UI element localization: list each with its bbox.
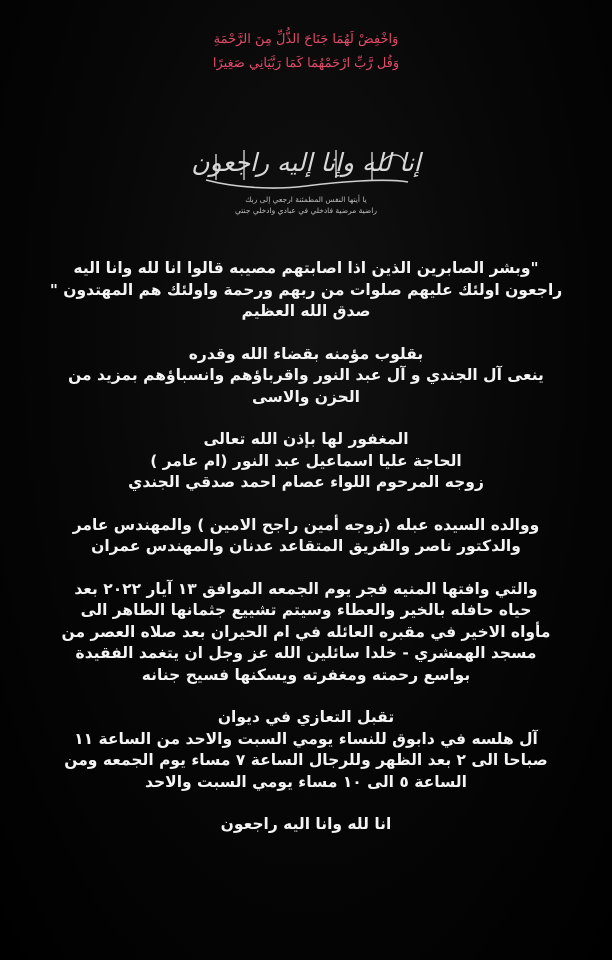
paragraph-condolences — [20, 707, 592, 793]
verse-line-2: وَقُل رَّبِّ ارْحَمْهُمَا كَمَا رَبَّيَانِي صَغِيرًا — [212, 56, 400, 71]
quran-verse — [0, 28, 612, 76]
emblem-subtitle — [186, 194, 426, 216]
text-line: زوجه المرحوم اللواء عصام احمد صدقي الجندي — [128, 473, 484, 491]
text-line: "وبشر الصابرين الذين اذا اصابتهم مصيبه قالوا انا لله وانا اليه — [73, 259, 539, 277]
text-line: مسجد الهمشري - خلدا سائلين الله عز وجل ان يتغمد الفقيدة — [75, 644, 537, 662]
paragraph-family — [20, 515, 592, 558]
text-line: والتي وافتها المنيه فجر يوم الجمعه الموافق ١٣ آيار ٢٠٢٢ بعد — [74, 579, 538, 598]
obituary-body — [20, 258, 592, 857]
text-line: ينعى آل الجندي و آل عبد النور واقرباؤهم وانسباؤهم بمزيد من — [68, 366, 544, 384]
emblem-subtitle-line-2: راضية مرضية فادخلي في عبادي وادخلي جنتي — [235, 206, 377, 215]
text-line: تقبل التعازي في ديوان — [217, 708, 395, 726]
text-line: والدكتور ناصر والفريق المتقاعد عدنان والمهندس عمران — [91, 537, 521, 555]
text-line: المغفور لها بإذن الله تعالى — [203, 430, 409, 448]
text-line: بواسع رحمته ومغفرته ويسكنها فسيح جنانه — [141, 665, 471, 684]
emblem-title: إنا لله وإنا إليه راجعون — [191, 148, 421, 177]
text-line: راجعون اولئك عليهم صلوات من ربهم ورحمة واولئك هم المهتدون " — [49, 280, 563, 299]
text-line: الساعة ٥ الى ١٠ مساء يومي السبت والاحد — [145, 772, 467, 791]
text-line: مأواه الاخير في مقبره العائله في ام الحيران بعد صلاه العصر من — [61, 622, 551, 641]
text-line: بقلوب مؤمنه بقضاء الله وقدره — [188, 344, 424, 363]
text-line: صدق الله العظيم — [241, 302, 371, 320]
paragraph-funeral — [20, 579, 592, 687]
text-line: آل هلسه في دابوق للنساء يومي السبت والاحد من الساعة ١١ — [74, 729, 538, 748]
calligraphy-emblem — [186, 140, 426, 224]
text-line: انا لله وانا اليه راجعون — [220, 815, 392, 833]
paragraph-verse — [20, 258, 592, 323]
emblem-subtitle-line-1: يا أيتها النفس المطمئنة ارجعي إلى ربك — [245, 195, 367, 204]
verse-line-1: وَاخْفِضْ لَهُمَا جَنَاحَ الذُّلِّ مِنَ الرَّحْمَةِ — [213, 32, 399, 47]
text-line: الحاجة عليا اسماعيل عبد النور (ام عامر ) — [150, 451, 462, 470]
text-line: الحزن والاسى — [252, 387, 360, 406]
paragraph-announcement — [20, 344, 592, 409]
text-line: صباحا الى ٢ بعد الظهر وللرجال الساعة ٧ مساء يوم الجمعه ومن — [64, 751, 548, 769]
text-line: ووالده السيده عبله (زوجه أمين راجح الامين ) والمهندس عامر — [72, 515, 540, 534]
text-line: حياه حافله بالخير والعطاء وسيتم تشييع جثمانها الطاهر الى — [80, 601, 532, 619]
paragraph-deceased — [20, 429, 592, 494]
paragraph-closing — [20, 814, 592, 836]
